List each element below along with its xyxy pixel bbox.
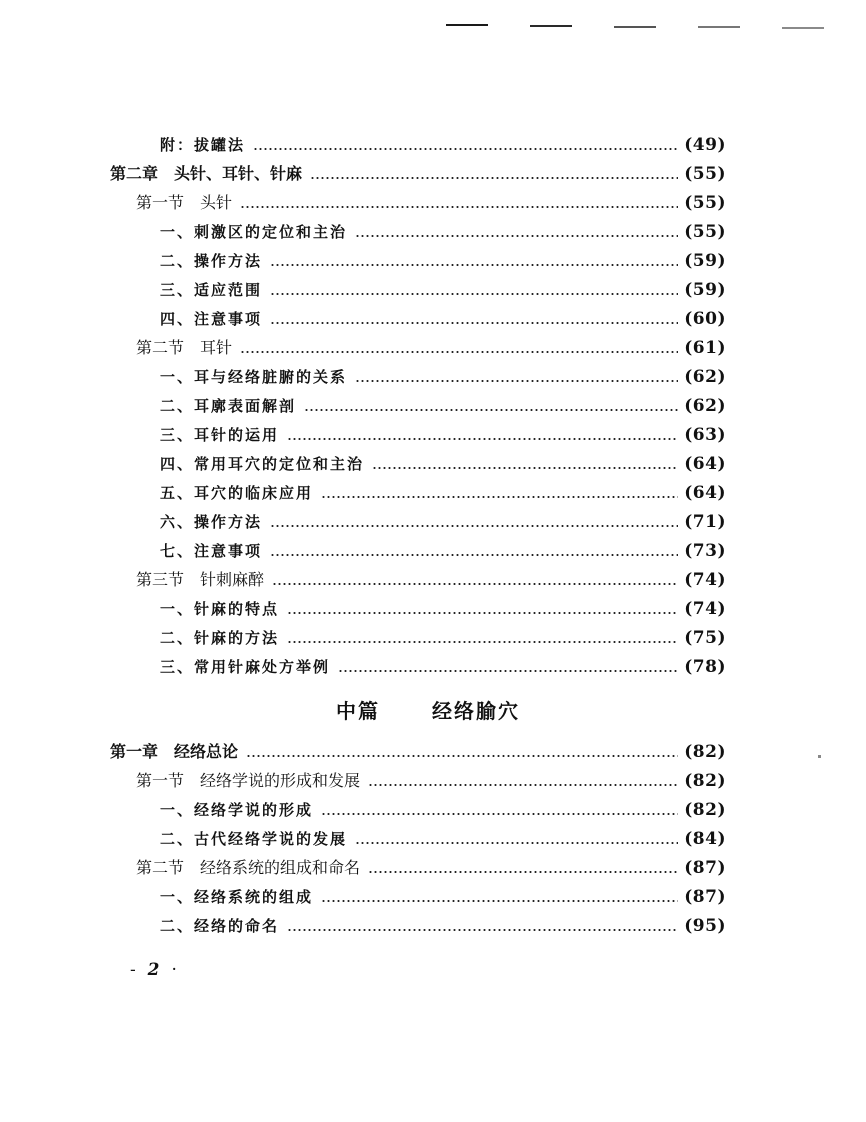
toc-entry-page: (95) bbox=[684, 915, 726, 936]
toc-entry-label: 三、常用针麻处方举例 bbox=[110, 657, 332, 677]
dot-leader bbox=[355, 380, 678, 382]
header-rule bbox=[446, 24, 488, 26]
toc-entry-chapter[interactable] bbox=[110, 159, 726, 188]
toc-entry-label: 一、耳与经络脏腑的关系 bbox=[110, 367, 349, 387]
header-rule bbox=[614, 26, 656, 28]
header-rule bbox=[782, 27, 824, 29]
dot-leader bbox=[368, 784, 678, 786]
dot-leader bbox=[372, 467, 678, 469]
toc-entry-page: (60) bbox=[684, 308, 726, 329]
toc-entry-label: 第一节 经络学说的形成和发展 bbox=[110, 771, 362, 791]
toc-entry-label: 四、常用耳穴的定位和主治 bbox=[110, 454, 366, 474]
toc-entry-item[interactable] bbox=[110, 362, 726, 391]
toc-entry-page: (84) bbox=[684, 828, 726, 849]
dot-leader bbox=[355, 235, 678, 237]
toc-entry-page: (55) bbox=[684, 163, 726, 184]
toc-entry-label: 一、刺激区的定位和主治 bbox=[110, 222, 349, 242]
toc-entry-page: (82) bbox=[684, 741, 726, 762]
toc-entry-page: (82) bbox=[684, 799, 726, 820]
toc-entry-item[interactable] bbox=[110, 507, 726, 536]
dot-leader bbox=[287, 438, 678, 440]
toc-entry-item[interactable] bbox=[110, 420, 726, 449]
dot-leader bbox=[368, 871, 678, 873]
toc-section-lower bbox=[110, 737, 726, 940]
toc-entry-label: 一、针麻的特点 bbox=[110, 599, 281, 619]
toc-entry-label: 四、注意事项 bbox=[110, 309, 264, 329]
toc-entry-section[interactable] bbox=[110, 565, 726, 594]
toc-entry-item[interactable] bbox=[110, 824, 726, 853]
scan-speck bbox=[818, 755, 821, 758]
dot-leader bbox=[321, 900, 678, 902]
toc-entry-label: 六、操作方法 bbox=[110, 512, 264, 532]
dot-leader bbox=[240, 351, 678, 353]
toc-entry-page: (73) bbox=[684, 540, 726, 561]
toc-entry-label: 第二章 头针、耳针、针麻 bbox=[110, 163, 303, 183]
toc-entry-page: (61) bbox=[684, 337, 726, 358]
header-rule bbox=[698, 26, 740, 28]
toc-entry-page: (78) bbox=[684, 656, 726, 677]
page-number: 2 bbox=[147, 960, 160, 980]
toc-entry-page: (59) bbox=[684, 250, 726, 271]
toc-entry-label: 三、适应范围 bbox=[110, 280, 264, 300]
header-rules bbox=[446, 24, 866, 30]
part-heading bbox=[110, 681, 726, 737]
dot-leader bbox=[270, 264, 678, 266]
header-rule bbox=[530, 25, 572, 27]
toc-entry-label: 附：拔罐法 bbox=[110, 135, 247, 155]
toc-entry-page: (87) bbox=[684, 857, 726, 878]
toc-entry-label: 二、耳廓表面解剖 bbox=[110, 396, 298, 416]
footer-left-mark: - bbox=[130, 960, 136, 980]
dot-leader bbox=[246, 755, 678, 757]
toc-entry-label: 第二节 耳针 bbox=[110, 338, 234, 358]
toc-entry-section[interactable] bbox=[110, 853, 726, 882]
toc-entry-label: 七、注意事项 bbox=[110, 541, 264, 561]
toc-entry-item[interactable] bbox=[110, 623, 726, 652]
toc-entry-label: 第三节 针刺麻醉 bbox=[110, 570, 266, 590]
toc-entry-label: 一、经络学说的形成 bbox=[110, 800, 315, 820]
toc-entry-section[interactable] bbox=[110, 188, 726, 217]
dot-leader bbox=[270, 554, 678, 556]
toc-entry-item[interactable] bbox=[110, 478, 726, 507]
dot-leader bbox=[272, 583, 678, 585]
toc-entry-page: (82) bbox=[684, 770, 726, 791]
table-of-contents bbox=[110, 130, 726, 940]
toc-entry-label: 第一节 头针 bbox=[110, 193, 234, 213]
toc-entry-label: 一、经络系统的组成 bbox=[110, 887, 315, 907]
toc-entry-page: (74) bbox=[684, 598, 726, 619]
footer-right-mark: · bbox=[171, 960, 177, 980]
toc-entry-page: (59) bbox=[684, 279, 726, 300]
toc-entry-item[interactable] bbox=[110, 536, 726, 565]
toc-entry-item[interactable] bbox=[110, 882, 726, 911]
toc-entry-page: (62) bbox=[684, 395, 726, 416]
toc-entry-item[interactable] bbox=[110, 795, 726, 824]
toc-entry-page: (49) bbox=[684, 134, 726, 155]
toc-entry-item[interactable] bbox=[110, 275, 726, 304]
dot-leader bbox=[287, 641, 678, 643]
toc-entry-item[interactable] bbox=[110, 217, 726, 246]
toc-entry-section[interactable] bbox=[110, 766, 726, 795]
toc-entry-item[interactable] bbox=[110, 652, 726, 681]
dot-leader bbox=[355, 842, 678, 844]
dot-leader bbox=[310, 177, 678, 179]
toc-entry-label: 第二节 经络系统的组成和命名 bbox=[110, 858, 362, 878]
toc-entry-page: (74) bbox=[684, 569, 726, 590]
dot-leader bbox=[253, 148, 678, 150]
toc-entry-item[interactable] bbox=[110, 391, 726, 420]
toc-entry-page: (71) bbox=[684, 511, 726, 532]
toc-entry-label: 二、古代经络学说的发展 bbox=[110, 829, 349, 849]
dot-leader bbox=[270, 322, 678, 324]
dot-leader bbox=[304, 409, 678, 411]
toc-entry-label: 第一章 经络总论 bbox=[110, 741, 239, 761]
dot-leader bbox=[321, 813, 678, 815]
toc-section-upper bbox=[110, 130, 726, 681]
toc-entry-label: 二、针麻的方法 bbox=[110, 628, 281, 648]
part-title: 经络腧穴 bbox=[432, 698, 520, 723]
toc-entry-section[interactable] bbox=[110, 333, 726, 362]
part-name: 中篇 bbox=[336, 698, 380, 723]
dot-leader bbox=[287, 612, 678, 614]
toc-entry-page: (64) bbox=[684, 453, 726, 474]
toc-entry-label: 二、经络的命名 bbox=[110, 916, 281, 936]
dot-leader bbox=[321, 496, 678, 498]
toc-entry-label: 二、操作方法 bbox=[110, 251, 264, 271]
toc-entry-item[interactable] bbox=[110, 594, 726, 623]
toc-entry-page: (63) bbox=[684, 424, 726, 445]
toc-entry-chapter[interactable] bbox=[110, 737, 726, 766]
toc-entry-item[interactable] bbox=[110, 911, 726, 940]
toc-entry-appendix[interactable] bbox=[110, 130, 726, 159]
toc-entry-page: (55) bbox=[684, 221, 726, 242]
toc-entry-page: (75) bbox=[684, 627, 726, 648]
toc-entry-page: (87) bbox=[684, 886, 726, 907]
toc-entry-page: (64) bbox=[684, 482, 726, 503]
toc-entry-label: 五、耳穴的临床应用 bbox=[110, 483, 315, 503]
toc-entry-item[interactable] bbox=[110, 449, 726, 478]
dot-leader bbox=[287, 929, 678, 931]
toc-entry-label: 三、耳针的运用 bbox=[110, 425, 281, 445]
dot-leader bbox=[338, 670, 678, 672]
dot-leader bbox=[270, 293, 678, 295]
page-footer bbox=[124, 960, 183, 980]
toc-entry-page: (55) bbox=[684, 192, 726, 213]
toc-entry-page: (62) bbox=[684, 366, 726, 387]
toc-entry-item[interactable] bbox=[110, 246, 726, 275]
dot-leader bbox=[240, 206, 678, 208]
toc-entry-item[interactable] bbox=[110, 304, 726, 333]
dot-leader bbox=[270, 525, 678, 527]
